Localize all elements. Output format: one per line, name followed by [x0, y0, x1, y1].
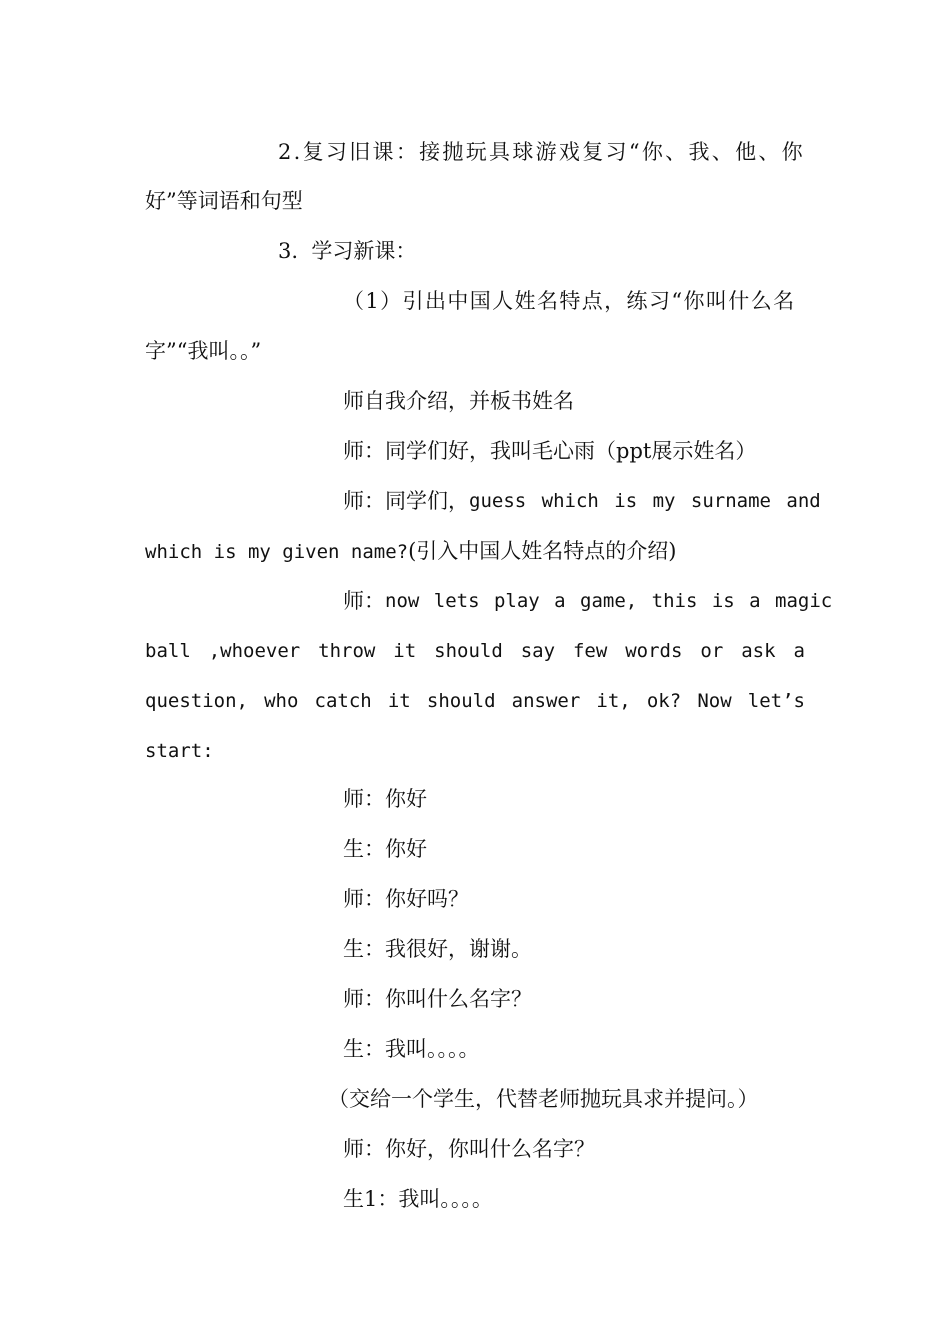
teacher-guess-prefix: 师：同学们， [343, 489, 469, 513]
dialogue-student-1: 生：你好 [343, 837, 427, 861]
word: catch [314, 690, 372, 712]
dialogue-teacher-2: 师：你好吗？ [343, 887, 469, 911]
word: words [625, 640, 683, 662]
word: ,whoever [208, 640, 301, 662]
section-1-line-2: 字”“我叫。。” [145, 339, 262, 363]
teacher-game-line-3 [145, 687, 805, 715]
word: throw [318, 640, 376, 662]
word: it, [596, 690, 631, 712]
new-lesson-heading: 3. 学习新课： [278, 239, 417, 263]
teacher-intro-line: 师自我介绍，并板书姓名 [343, 389, 574, 413]
word: ok? [646, 690, 682, 712]
dialogue-student-4: 生1：我叫。。。。 [343, 1187, 493, 1211]
word: ball [145, 640, 191, 662]
dialogue-teacher-4: 师：你好，你叫什么名字？ [343, 1137, 595, 1161]
word: question, [145, 690, 248, 712]
word: should [426, 690, 496, 712]
word: ask [741, 640, 776, 662]
word: or [700, 640, 724, 662]
word: Now [697, 690, 732, 712]
word: who [264, 690, 299, 712]
word: let’s [747, 690, 805, 712]
teacher-game-english-1: now lets play a game, this is a magic [385, 590, 833, 612]
word: it [393, 640, 417, 662]
handover-note: （交给一个学生，代替老师抛玩具求并提问。） [328, 1087, 759, 1111]
teacher-guess-note: (引入中国人姓名特点的介绍) [408, 539, 677, 563]
review-line-1: 2.复习旧课：接抛玩具球游戏复习“你、我、他、你 [278, 140, 805, 164]
section-1-line-1: （1）引出中国人姓名特点，练习“你叫什么名 [343, 289, 796, 313]
teacher-game-line-2 [145, 637, 805, 665]
dialogue-teacher-3: 师：你叫什么名字？ [343, 987, 532, 1011]
dialogue-teacher-1: 师：你好 [343, 787, 427, 811]
teacher-guess-english-2: which is my given name? [145, 541, 409, 563]
word: should [434, 640, 503, 662]
word: it [387, 690, 411, 712]
teacher-game-line-1 [343, 587, 833, 615]
teacher-guess-line-2 [145, 537, 677, 566]
word: few [572, 640, 608, 662]
teacher-game-prefix: 师： [343, 589, 385, 613]
dialogue-student-2: 生：我很好，谢谢。 [343, 937, 532, 961]
teacher-greeting-line: 师：同学们好，我叫毛心雨（ppt展示姓名） [343, 439, 757, 463]
review-line-2: 好”等词语和句型 [145, 189, 303, 213]
teacher-guess-english: guess which is my surname and [469, 490, 821, 512]
teacher-guess-line-1 [343, 487, 821, 515]
dialogue-student-3: 生：我叫。。。。 [343, 1037, 480, 1061]
teacher-game-line-4: start: [145, 740, 214, 762]
word: a [793, 640, 805, 662]
word: say [520, 640, 556, 662]
word: answer [511, 690, 581, 712]
